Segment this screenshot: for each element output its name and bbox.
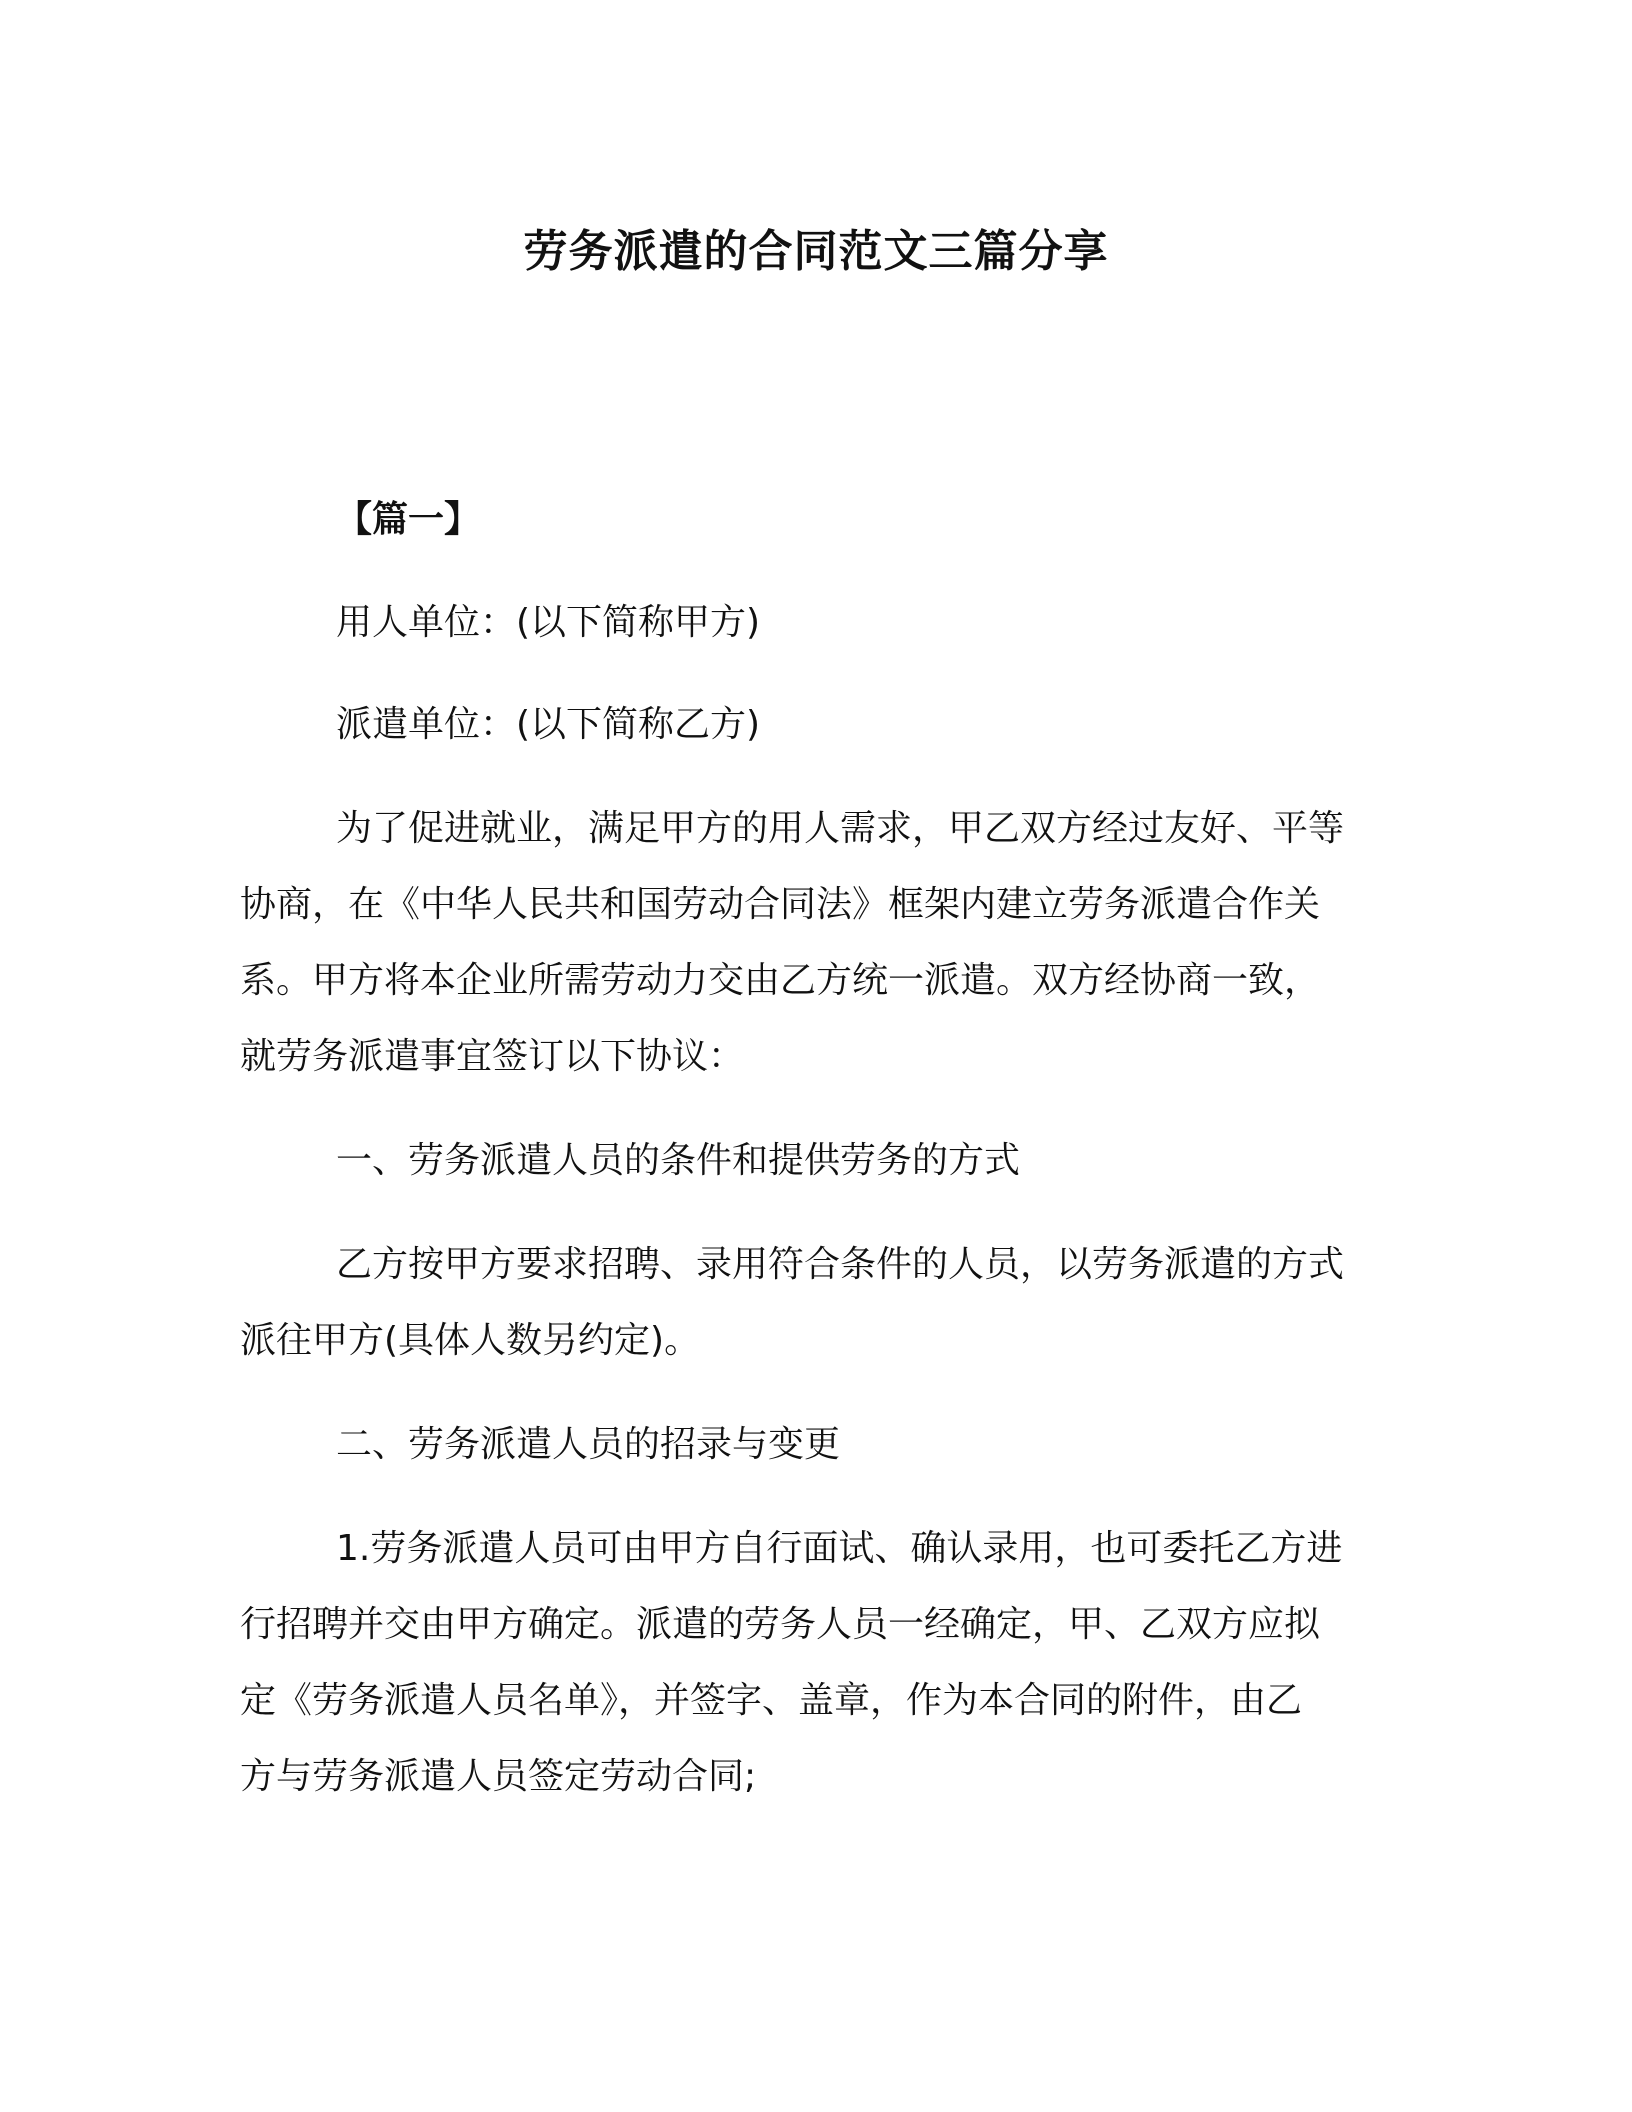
paragraph-line: 乙方按甲方要求招聘、录用符合条件的人员，以劳务派遣的方式 [336,1244,1345,1285]
paragraph-line: 为了促进就业，满足甲方的用人需求，甲乙双方经过友好、平等 [336,808,1345,849]
document-title: 劳务派遣的合同范文三篇分享 [523,226,1109,277]
paragraph-line: 1.劳务派遣人员可由甲方自行面试、确认录用，也可委托乙方进 [336,1528,1343,1569]
paragraph-line: 定《劳务派遣人员名单》，并签字、盖章，作为本合同的附件，由乙 [240,1680,1303,1721]
paragraph-line: 就劳务派遣事宜签订以下协议： [240,1036,745,1077]
section-label: 【篇一】 [336,499,481,540]
employer-line: 用人单位：(以下简称甲方) [336,602,761,643]
paragraph-line: 行招聘并交由甲方确定。派遣的劳务人员一经确定，甲、乙双方应拟 [240,1604,1321,1645]
dispatcher-line: 派遣单位：(以下简称乙方) [336,704,761,745]
paragraph-line: 协商，在《中华人民共和国劳动合同法》框架内建立劳务派遣合作关 [240,884,1321,925]
clause-heading: 一、劳务派遣人员的条件和提供劳务的方式 [336,1140,1021,1181]
paragraph-line: 系。甲方将本企业所需劳动力交由乙方统一派遣。双方经协商一致， [240,960,1321,1001]
clause-heading: 二、劳务派遣人员的招录与变更 [336,1424,841,1465]
paragraph-line: 派往甲方(具体人数另约定)。 [240,1320,701,1361]
paragraph-line: 方与劳务派遣人员签定劳动合同; [240,1756,757,1797]
